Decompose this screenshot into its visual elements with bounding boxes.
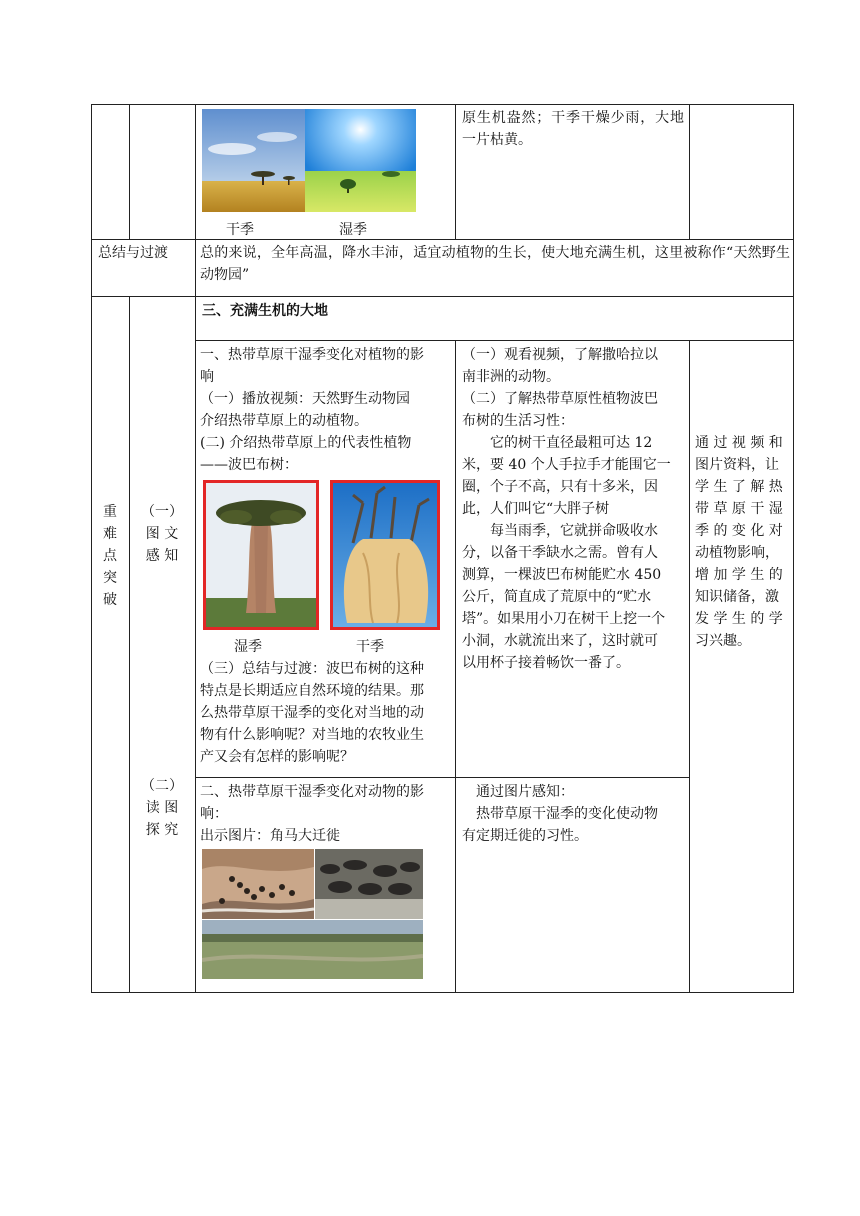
col-divider [689, 340, 690, 993]
student-animals-activity: 通过图片感知： 热带草原干湿季的变化使动物 有定期迁徙的习性。 [462, 784, 658, 844]
heading-divider [195, 340, 794, 341]
wet-season-savanna-image [305, 109, 416, 212]
image-caption-wet: 湿季 [339, 222, 367, 238]
baobab-dry-season-image [330, 480, 440, 630]
sub-stage-2-label: （二） 读 图 探 究 [141, 778, 183, 838]
baobab-caption-dry: 干季 [356, 639, 384, 655]
baobab-wet-season-image [203, 480, 319, 630]
table-left-border [91, 104, 92, 993]
stage-label: 重 难 点 突 破 [103, 504, 117, 608]
dry-season-savanna-image [202, 109, 305, 212]
col-divider [455, 340, 456, 993]
col-divider [129, 104, 130, 240]
wildebeest-herd-image [315, 849, 423, 919]
plants-transition: （三）总结与过渡：波巴布树的这种 特点是长期适应自然环境的结果。那 么热带草原干湿季的变化对当地的动 物有什么影响呢？对当地的农牧业生 产又会有怎样的影响呢？ [200, 661, 424, 765]
design-intent: 通 过 视 频 和 图片资料，让 学 生 了 解 热 带 草 原 干 湿 季 的 变 化 对 动植物影响， 增 加 学 生 的 知识储备，激 发 学 生 的 学 习兴趣。 [695, 435, 783, 649]
col-divider [689, 104, 690, 240]
animals-intro: 二、热带草原干湿季变化对动物的影 响： 出示图片：角马大迁徙 [200, 784, 424, 844]
student-plants-activity: （一）观看视频，了解撒哈拉以 南非洲的动物。 （二）了解热带草原性植物波巴 布树的生活习性： 它的树干直径最粗可达 12 米，要 40 个人手拉手才能围它一 圈，个子不高，只有十多米，因 此，人们叫它“大胖子树 每当雨季，它就拼命吸收水 分，以备干季缺水之需。曾有人 测算，一棵波巴布树能贮水 450 公斤，简直成了荒原中的“贮水 塔”。如果用小刀在树干上挖一个 小洞，水就流出来了，这时就可 以用杯子接着畅饮一番了。 [462, 347, 671, 671]
baobab-caption-wet: 湿季 [234, 639, 262, 655]
sub-stage-1-label: （一） 图 文 感 知 [141, 504, 183, 564]
row-divider [91, 296, 794, 297]
student-activity-text: 原生机盎然；干季干燥少雨，大地一片枯黄。 [462, 110, 684, 148]
image-caption-dry: 干季 [226, 222, 254, 238]
wildebeest-river-crossing-image [202, 849, 314, 919]
col-divider [455, 104, 456, 240]
sub-row-divider [195, 777, 689, 778]
col-divider [129, 296, 130, 993]
col-divider [195, 104, 196, 993]
table-right-border [793, 104, 794, 993]
summary-label: 总结与过渡 [98, 245, 168, 261]
section-heading: 三、充满生机的大地 [202, 303, 328, 319]
savanna-migration-landscape-image [202, 920, 423, 979]
summary-text: 总的来说，全年高温，降水丰沛，适宜动植物的生长，使大地充满生机，这里被称作“天然野生动物园” [200, 245, 790, 283]
plants-intro: 一、热带草原干湿季变化对植物的影 响 （一）播放视频：天然野生动物园 介绍热带草原上的动植物。 (二) 介绍热带草原上的代表性植物 ——波巴布树： [200, 347, 424, 473]
